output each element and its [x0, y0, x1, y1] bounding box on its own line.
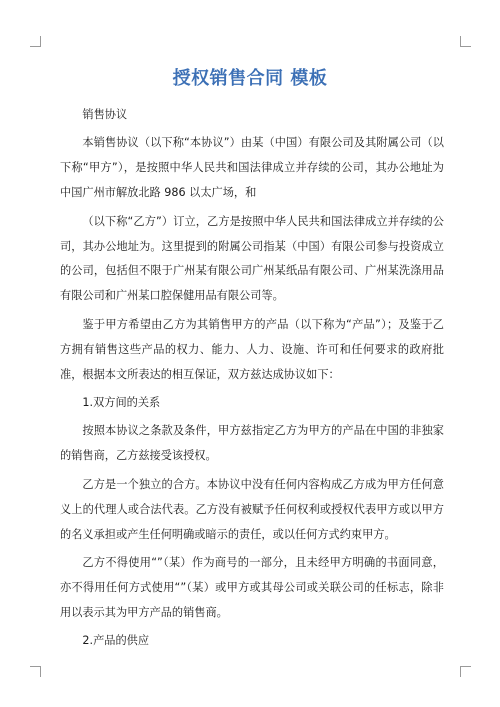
paragraph-party-b: （以下称“乙方”）订立，乙方是按照中华人民共和国法律成立并存续的公司，其办公地址为。这里提到的附属公司指某（中国）有限公司参与投资成立的公司，包括但不限于广州某有限公司广州某纸品有限公司、广州某洗涤用品有限公司和广州某口腔保健用品有限公司等。 [60, 214, 444, 303]
paragraph-heading: 销售协议 [82, 108, 128, 121]
document-body [60, 103, 444, 658]
paragraph-appointment: 按照本协议之条款及条件，甲方兹指定乙方为甲方的产品在中国的非独家的销售商，乙方兹接受该授权。 [60, 424, 444, 463]
section-heading-relationship: 1.双方间的关系 [82, 395, 161, 409]
paragraph-trademark: 乙方不得使用“”（某）作为商号的一部分，且未经甲方明确的书面同意，亦不得用任何方式使用“”（某）或甲方或其母公司或关联公司的任标志，除非用以表示其为甲方产品的销售商。 [60, 555, 444, 619]
crop-mark-bottom-right [460, 666, 471, 677]
paragraph-independent: 乙方是一个独立的合方。本协议中没有任何内容构成乙方成为甲方任何意义上的代理人或合法代表。乙方没有被赋予任何权利或授权代表甲方或以甲方的名义承担或产生任何明确或暗示的责任，或以任何方式约束甲方。 [60, 477, 444, 541]
section-heading-supply: 2.产品的供应 [82, 634, 150, 648]
crop-mark-top-left [30, 36, 41, 47]
crop-mark-bottom-left [30, 666, 41, 677]
paragraph-recital: 鉴于甲方希望由乙方为其销售甲方的产品（以下称为“产品”）；及鉴于乙方拥有销售这些产品的权力、能力、人力、设施、许可和任何要求的政府批准，根据本文所表达的相互保证，双方兹达成协议如下： [60, 317, 444, 381]
crop-mark-top-right [460, 36, 471, 47]
paragraph-parties: 本销售协议（以下称“本协议”）由某（中国）有限公司及其附属公司（以下称“甲方”），是按照中华人民共和国法律成立并存续的公司，其办公地址为中国广州市解放北路 986 以太广场，和 [60, 136, 444, 200]
document-title: 授权销售合同 模板 [172, 68, 328, 89]
